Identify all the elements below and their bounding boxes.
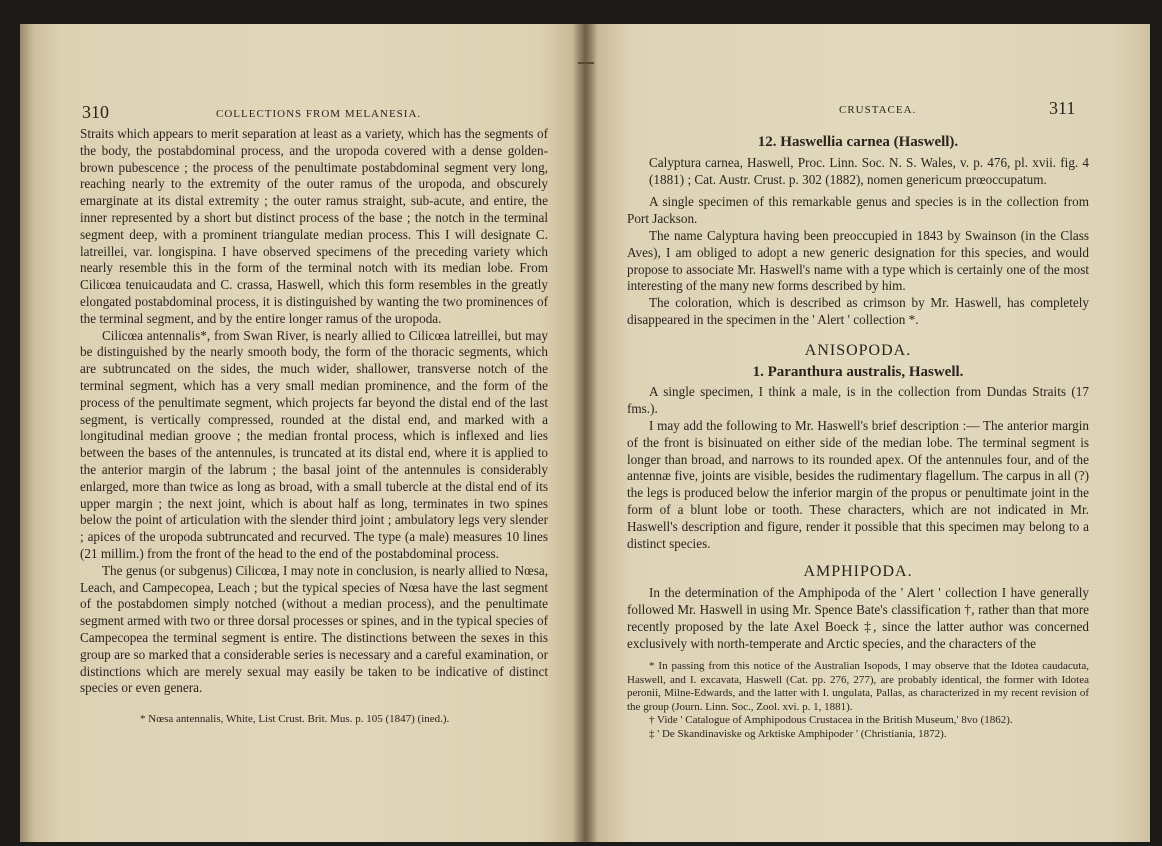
- book-gutter: [573, 24, 597, 842]
- footnote: † Vide ' Catalogue of Amphipodous Crustacea in the British Museum,' 8vo (1862).: [649, 714, 1013, 727]
- paragraph: Cilicœa antennalis*, from Swan River, is nearly allied to Cilicœa latreillei, but may be distinguished by the nearly smooth body, the form of the thoracic segments, which are subtruncated on the sides, the much wider, shallower, transverse notch of the terminal segment, which has a very small median prominence, and the form of the process of the penultimate segment, which projects far beyond the distal end of the last segment, is vertically compressed, rounded at the distal end, and marked with a longitudinal median groove ; the median frontal process, which is inflexed and lies between the bases of the antennules, is truncated at its distal end, where it is applied to the anterior margin of the labrum ; the basal joint of the antennules is considerably enlarged, more than twice as long as broad, with a small tubercle at the distal end of its upper margin ; the next joint, which is about half as long, terminates in two spines below the point of articulation with the slender third joint ; ambulatory legs very slender ; apices of the uropoda subtruncated and recurved. The type (a male) measures 10 lines (21 millim.) from the front of the head to the end of the postabdominal process.: [80, 327, 548, 561]
- paragraph: Straits which appears to merit separation at least as a variety, which has the segments of the body, the postabdominal process, and the uropoda covered with a dense golden-brown pubescence ; the process of the penultimate postabdominal segment very long, reaching nearly to the extremity of the outer ramus of the uropoda, and obscurely emarginate at its distal extremity ; the outer ramus straight, sub-acute, and entire, the inner represented by a short but distinct process of the base ; the notch in the terminal segment deep, with a prominent triangulate median process. This I will designate C. latreillei, var. longispina. I have observed specimens of the preceding variety which nearly resemble this in the form of the terminal notch with its median lobe. From Cilicœa tenuicaudata and C. crassa, Haswell, which this form resembles in the greatly elongated postabdominal process, it is distinguished by wanting the two prominences of the terminal segment, and by the entire longer ramus of the uropoda.: [80, 126, 548, 326]
- paragraph: The genus (or subgenus) Cilicœa, I may note in conclusion, is nearly allied to Nœsa, Leach, and Campecopea, Leach ; but the typical species of Nœsa have the last segment of the postabdomen simply notched (without a median process), and the penultimate segment armed with two or three dorsal processes or spines, and in the typical species of Campecopea the terminal segment is entire. The distinctions between the sexes in this group are so marked that a considerable series is necessary and a careful examination, or distinctions which are merely sexual may easily be taken to be indicative of distinct species or even genera.: [80, 562, 548, 696]
- paragraph: The name Calyptura having been preoccupied in 1843 by Swainson (in the Class Aves), I am obliged to adopt a new generic designation for this species, and would propose to associate Mr. Haswell's name with a type which is certainly one of the most interesting of the many new forms described by him.: [627, 227, 1089, 294]
- footnote: * Nœsa antennalis, White, List Crust. Brit. Mus. p. 105 (1847) (ined.).: [140, 713, 450, 726]
- running-head: CRUSTACEA.: [839, 104, 917, 116]
- species-heading: 12. Haswellia carnea (Haswell).: [757, 134, 959, 150]
- paragraph: The coloration, which is described as crimson by Mr. Haswell, has completely disappeared in the specimen in the ' Alert ' collection *.: [627, 295, 1089, 327]
- footnote: ‡ ' De Skandinaviske og Arktiske Amphipoder ' (Christiania, 1872).: [649, 727, 947, 740]
- gutter-mark: [578, 62, 594, 64]
- right-page: [585, 24, 1150, 842]
- synonymy: Calyptura carnea, Haswell, Proc. Linn. Soc. N. S. Wales, v. p. 476, pl. xvii. fig. 4 (1881) ; Cat. Austr. Crust. p. 302 (1882), nomen genericum prœoccupatum.: [649, 154, 1089, 187]
- right-text-column: [627, 134, 1089, 741]
- section-title: ANISOPODA.: [804, 341, 912, 359]
- left-page: [20, 24, 585, 842]
- page-number: 310: [82, 102, 109, 122]
- running-head: COLLECTIONS FROM MELANESIA.: [216, 108, 422, 120]
- species-heading: 1. Paranthura australis, Haswell.: [752, 363, 964, 380]
- section-title: AMPHIPODA.: [803, 563, 913, 581]
- paragraph: A single specimen, I think a male, is in the collection from Dundas Straits (17 fms.).: [627, 384, 1089, 417]
- paragraph: In the determination of the Amphipoda of the ' Alert ' collection I have generally followed Mr. Haswell in using Mr. Spence Bate's classification †, rather than that more recently proposed by the late Axel Boeck ‡, since the latter author was concerned exclusively with north-temperate and Arctic species, and the characters of the: [627, 585, 1089, 651]
- footnote: * In passing from this notice of the Australian Isopods, I may observe that the Idotea caudacuta, Haswell, and I. excavata, Haswell (Cat. pp. 276, 277), are probably identical, the former with Idotea peronii, Milne-Edwards, and the latter with I. ungulata, Pallas, as characterized in my recent revision of the group (Journ. Linn. Soc., Zool. xvi. p. 1, 1881).: [627, 660, 1089, 713]
- paragraph: I may add the following to Mr. Haswell's brief description :— The anterior margin of the front is bisinuated on either side of the median lobe. The terminal segment is longer than broad, and narrows to its rounded apex. Of the antennules four, and of the antennæ five, joints are visible, besides the rudimentary flagellum. The carpus in all (?) the legs is produced below the inferior margin of the propus or penultimate joint in the form of a blunt lobe or tooth. These characters, which are not indicated in Mr. Haswell's description and figure, render it possible that this specimen may belong to a distinct species.: [627, 417, 1089, 551]
- page-number: 311: [1049, 98, 1076, 118]
- paragraph: A single specimen of this remarkable genus and species is in the collection from Port Jackson.: [627, 194, 1089, 227]
- book-spread: [20, 24, 1150, 842]
- left-text-column: [80, 126, 548, 727]
